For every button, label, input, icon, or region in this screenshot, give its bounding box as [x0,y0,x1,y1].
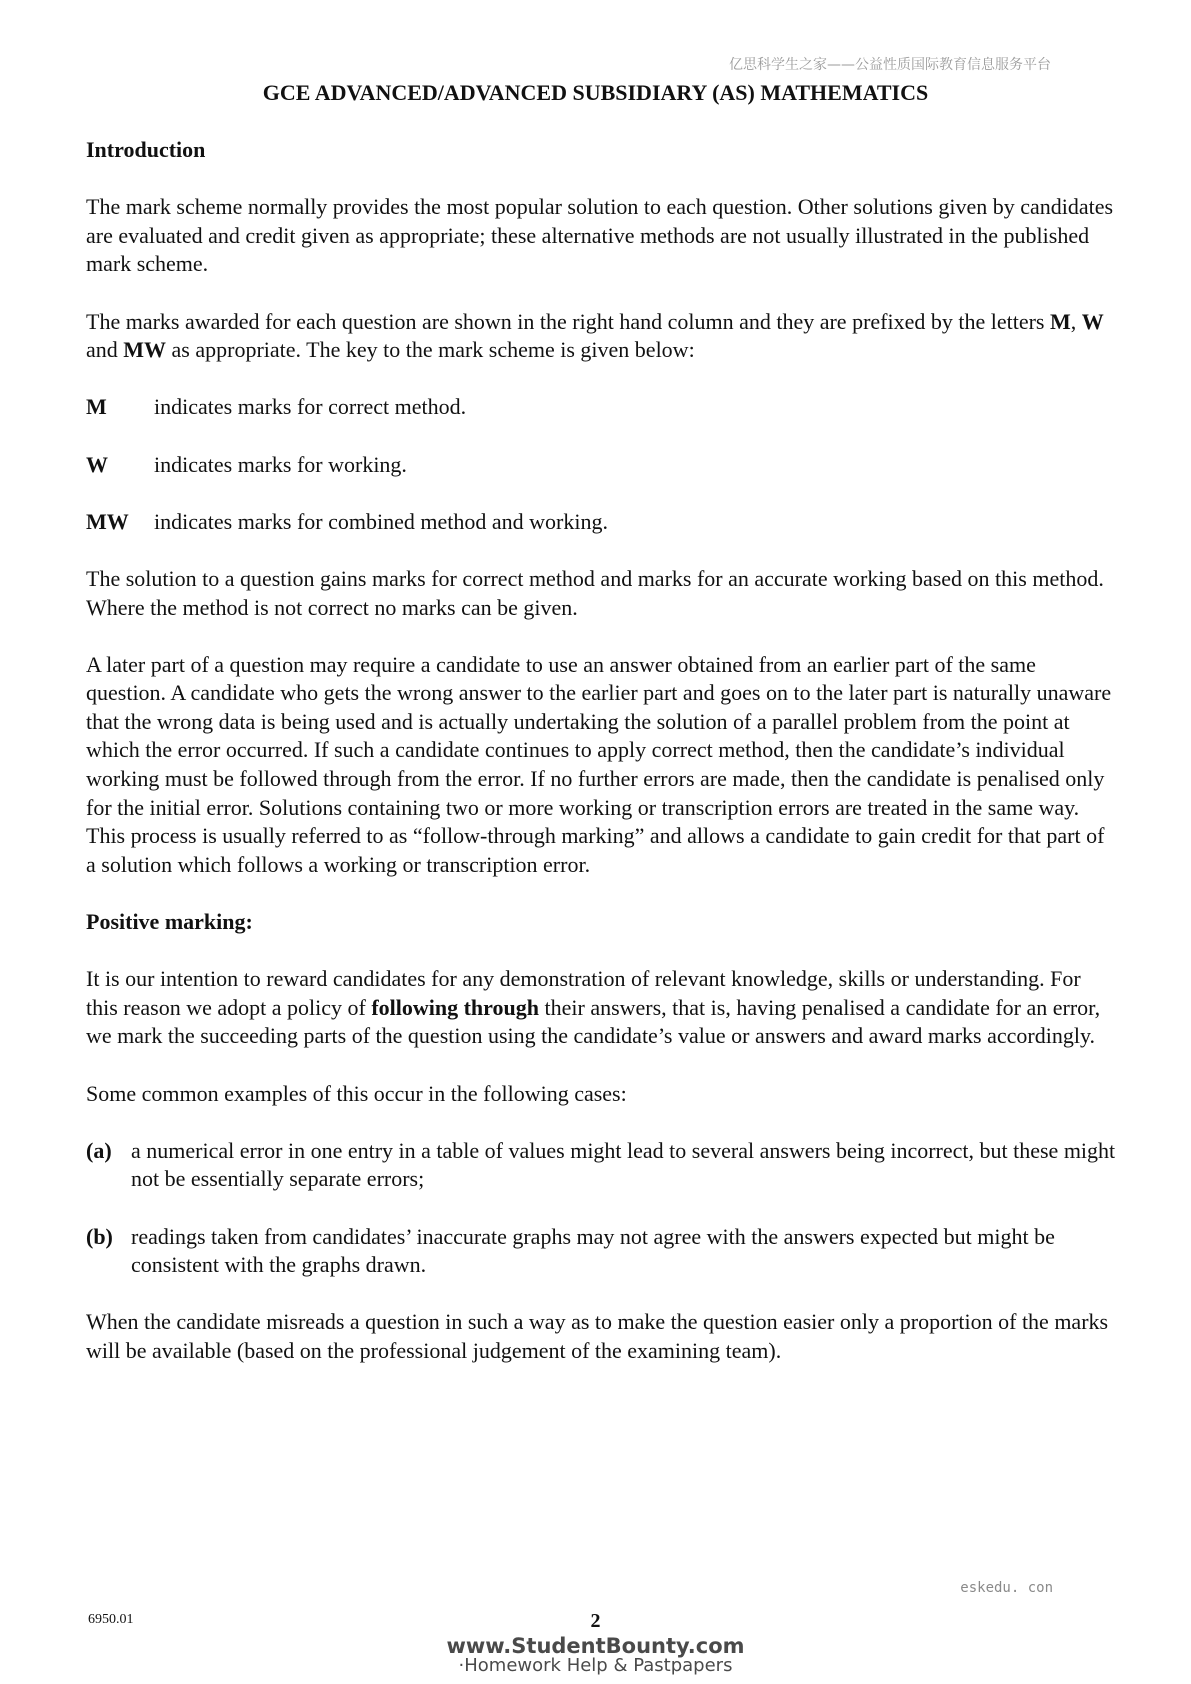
key-description: indicates marks for correct method. [154,394,467,420]
logo-tagline: ·Homework Help & Pastpapers [458,1655,733,1676]
positive-paragraph-3: When the candidate misreads a question in such a way as to make the question easier only a proportion of the marks will be available (based on the professional judgement of the examining team). [86,1309,1109,1363]
positive-marking-heading: Positive marking: [86,909,253,935]
case-text: readings taken from candidates’ inaccurate graphs may not agree with the answers expected but might be consistent with the graphs drawn. [131,1223,1055,1278]
key-description: indicates marks for combined method and working. [154,508,608,534]
document-code: 6950.01 [88,1612,134,1627]
watermark-bottom: eskedu. con [960,1580,1053,1596]
case-item-a [86,1137,1116,1194]
key-code: M [86,394,107,420]
letter-mw: MW [123,337,167,363]
intro-paragraph-3: The solution to a question gains marks for correct method and marks for an accurate working based on this method. Where the method is not correct no marks can be given. [86,565,1104,620]
key-description: indicates marks for working. [154,451,407,477]
letter-m: M [1050,308,1071,334]
case-label: (b) [86,1223,113,1249]
key-code: W [86,451,108,477]
key-item-mw [86,508,1116,537]
key-code: MW [86,508,129,534]
intro-p2-comma: , [1070,308,1082,334]
positive-p1-bold: following through [371,994,539,1020]
key-item-w [86,451,1116,480]
intro-paragraph-4: A later part of a question may require a candidate to use an answer obtained from an earlier part of the same question. A candidate who gets the wrong answer to the earlier part and goes on to the later part is naturally unaware that the wrong data is being used and is actually undertaking the solution of a parallel problem from the point at which the error occurred. If such a candidate continues to apply correct method, then the candidate’s individual working must be followed through from the error. If no further errors are made, then the candidate is penalised only for the initial error. Solutions containing two or more working or transcription errors are treated in the same way. This process is usually referred to as “follow-through marking” and allows a candidate to gain credit for that part of a solution which follows a working or transcription error. [86,651,1112,877]
introduction-heading: Introduction [86,137,206,162]
watermark-top: 亿思科学生之家——公益性质国际教育信息服务平台 [729,57,1051,73]
intro-p2-and: and [86,337,124,363]
page-title: GCE ADVANCED/ADVANCED SUBSIDIARY (AS) MATHEMATICS [262,80,929,105]
page-number: 2 [590,1610,601,1632]
intro-p2-text-a: The marks awarded for each question are shown in the right hand column and they are prefixed by the letters [86,308,1050,334]
intro-p2-text-b: as appropriate. The key to the mark scheme is given below: [166,337,695,363]
logo-url: www.StudentBounty.com [446,1634,745,1658]
letter-w: W [1081,308,1104,334]
positive-paragraph-1 [86,965,1116,1051]
studentbounty-logo [0,1636,1191,1676]
positive-p1-text-b: their answers, that is, having penalised a candidate for an error, we mark the succeeding parts of the question using the candidate’s value or answers and award marks accordingly. [86,994,1101,1049]
positive-p1-text-a: It is our intention to reward candidates for any demonstration of relevant knowledge, skills or understanding. For this reason we adopt a policy of [86,966,1081,1020]
case-item-b [86,1223,1116,1280]
intro-paragraph-1: The mark scheme normally provides the most popular solution to each question. Other solutions given by candidates are evaluated and credit given as appropriate; these alternative methods are not usually illustrated in the published mark scheme. [86,194,1114,277]
key-item-m [86,393,1116,422]
document-body [86,136,1116,1394]
case-label: (a) [86,1137,112,1163]
case-text: a numerical error in one entry in a table of values might lead to several answers being incorrect, but these might not be essentially separate errors; [131,1137,1116,1192]
positive-paragraph-2: Some common examples of this occur in the following cases: [86,1080,627,1106]
intro-paragraph-2 [86,308,1116,365]
